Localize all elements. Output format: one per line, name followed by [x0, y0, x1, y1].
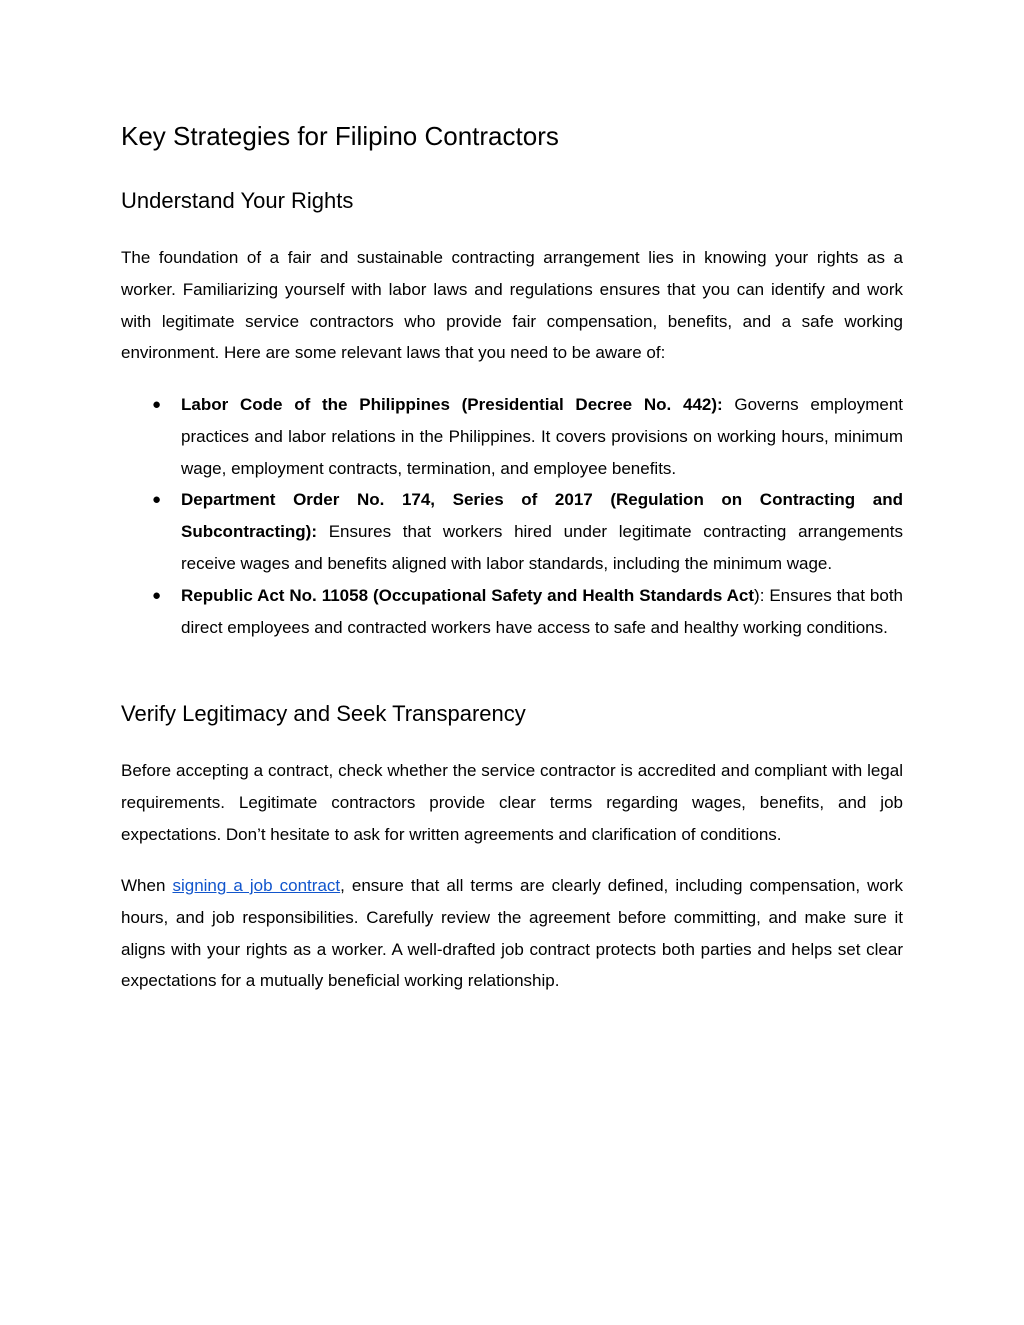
law-name: Republic Act No. 11058 (Occupational Safety and Health Standards Act	[181, 585, 755, 605]
bullet-icon: ●	[152, 491, 162, 509]
laws-list	[121, 389, 903, 643]
paragraph-text: , ensure that all terms are clearly defined, including compensation, work hours, and job responsibilities. Carefully review the agreement before committing, and make sure it aligns with your rights as a worker. A well-drafted job contract protects both parties and helps set clear expectations for a mutually beneficial working relationship.	[121, 876, 903, 991]
list-item-republic-act	[121, 580, 903, 644]
verify-paragraph: Before accepting a contract, check whether the service contractor is accredited and compliant with legal requirements. Legitimate contractors provide clear terms regarding wages, benefits, and job expectations. Don’t hesitate to ask for written agreements and clarification of conditions.	[121, 761, 903, 844]
law-name: Labor Code of the Philippines (Presidential Decree No. 442):	[181, 395, 723, 414]
law-description: ): Ensures that both direct employees and contracted workers have access to safe and healthy working conditions.	[181, 585, 903, 637]
paragraph-text: When	[121, 876, 173, 895]
section-heading-verify: Verify Legitimacy and Seek Transparency	[121, 701, 526, 726]
page-title: Key Strategies for Filipino Contractors	[121, 121, 559, 151]
list-item-department-order	[121, 484, 903, 579]
law-description: Governs employment practices and labor relations in the Philippines. It covers provisions on working hours, minimum wage, employment contracts, termination, and employee benefits.	[181, 395, 903, 478]
law-description: Ensures that workers hired under legitimate contracting arrangements receive wages and benefits aligned with labor standards, including the minimum wage.	[181, 522, 903, 573]
signing-job-contract-link[interactable]: signing a job contract	[172, 876, 341, 895]
section-heading-rights: Understand Your Rights	[121, 188, 354, 213]
bullet-icon: ●	[152, 396, 162, 413]
law-name: Department Order No. 174, Series of 2017 (Regulation on Contracting and Subcontracting):	[181, 490, 903, 542]
bullet-icon: ●	[152, 586, 162, 604]
contract-paragraph	[121, 870, 903, 997]
list-item-labor-code	[121, 389, 903, 484]
rights-intro-paragraph: The foundation of a fair and sustainable contracting arrangement lies in knowing your rights as a worker. Familiarizing yourself with labor laws and regulations ensures that you can identify and work with legitimate service contractors who provide fair compensation, benefits, and a safe working environment. Here are some relevant laws that you need to be aware of:	[121, 248, 903, 363]
